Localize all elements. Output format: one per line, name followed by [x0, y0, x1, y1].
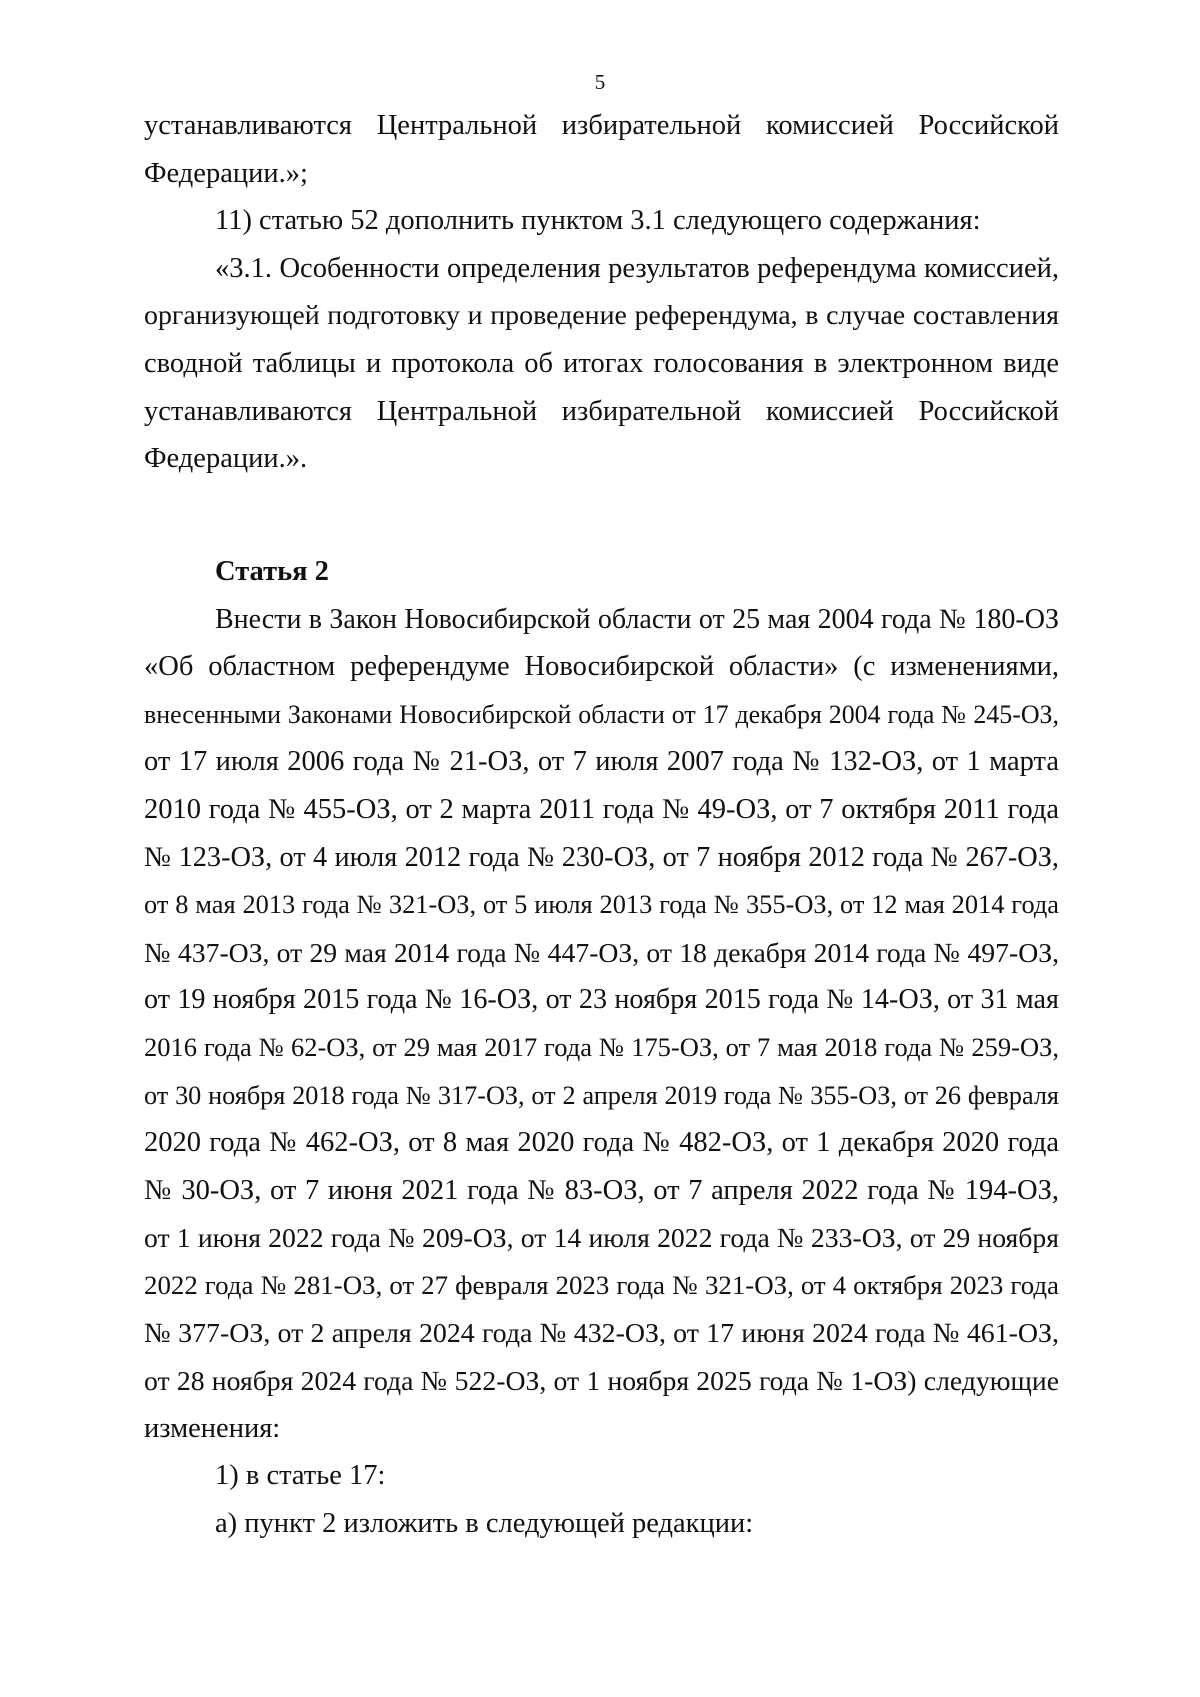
text-block-top: [144, 102, 1059, 483]
text-block-article-2: [144, 548, 1059, 1547]
text-line: от 17 июля 2006 года № 21-ОЗ, от 7 июля 2007 года № 132-ОЗ, от 1 марта: [144, 746, 1059, 778]
text-line: от 8 мая 2013 года № 321-ОЗ, от 5 июля 2013 года № 355-ОЗ, от 12 мая 2014 года: [144, 889, 1059, 920]
article-heading: Статья 2: [215, 556, 329, 587]
text-line: 2020 года № 462-ОЗ, от 8 мая 2020 года № 482-ОЗ, от 1 декабря 2020 года: [144, 1127, 1059, 1159]
text-line: 11) статью 52 дополнить пунктом 3.1 следующего содержания:: [215, 205, 981, 237]
text-line: 2022 года № 281-ОЗ, от 27 февраля 2023 года № 321-ОЗ, от 4 октября 2023 года: [144, 1269, 1059, 1300]
text-line: от 1 июня 2022 года № 209-ОЗ, от 14 июля 2022 года № 233-ОЗ, от 29 ноября: [144, 1222, 1059, 1254]
text-line: от 19 ноября 2015 года № 16-ОЗ, от 23 ноября 2015 года № 14-ОЗ, от 31 мая: [144, 984, 1059, 1016]
text-line: «Об областном референдуме Новосибирской области» (с изменениями,: [144, 651, 1059, 683]
text-line: № 437-ОЗ, от 29 мая 2014 года № 447-ОЗ, от 18 декабря 2014 года № 497-ОЗ,: [144, 936, 1059, 968]
text-line: от 30 ноября 2018 года № 317-ОЗ, от 2 апреля 2019 года № 355-ОЗ, от 26 февраля: [144, 1080, 1059, 1110]
page-number: 5: [594, 70, 606, 94]
text-line: Федерации.»;: [144, 157, 308, 189]
text-line: устанавливаются Центральной избирательной комиссией Российской: [144, 110, 1059, 141]
text-line: 1) в статье 17:: [215, 1460, 386, 1492]
text-line: 2010 года № 455-ОЗ, от 2 марта 2011 года № 49-ОЗ, от 7 октября 2011 года: [144, 793, 1059, 825]
text-line: № 123-ОЗ, от 4 июля 2012 года № 230-ОЗ, от 7 ноября 2012 года № 267-ОЗ,: [144, 841, 1059, 873]
text-line: «3.1. Особенности определения результатов референдума комиссией,: [215, 252, 1059, 284]
text-line: № 377-ОЗ, от 2 апреля 2024 года № 432-ОЗ, от 17 июня 2024 года № 461-ОЗ,: [144, 1317, 1059, 1349]
text-line: сводной таблицы и протокола об итогах голосования в электронном виде: [144, 347, 1059, 379]
text-line: а) пункт 2 изложить в следующей редакции:: [215, 1507, 754, 1539]
text-line: Федерации.».: [144, 443, 308, 475]
text-line: внесенными Законами Новосибирской области от 17 декабря 2004 года № 245-ОЗ,: [144, 699, 1059, 729]
text-line: изменения:: [144, 1412, 281, 1444]
text-line: устанавливаются Центральной избирательной комиссией Российской: [144, 395, 1059, 427]
text-line: № 30-ОЗ, от 7 июня 2021 года № 83-ОЗ, от 7 апреля 2022 года № 194-ОЗ,: [144, 1174, 1059, 1206]
text-line: организующей подготовку и проведение референдума, в случае составления: [144, 300, 1059, 332]
text-line: от 28 ноября 2024 года № 522-ОЗ, от 1 ноября 2025 года № 1-ОЗ) следующие: [144, 1365, 1059, 1397]
text-line: 2016 года № 62-ОЗ, от 29 мая 2017 года № 175-ОЗ, от 7 мая 2018 года № 259-ОЗ,: [144, 1031, 1059, 1062]
text-line: Внести в Закон Новосибирской области от 25 мая 2004 года № 180-ОЗ: [215, 603, 1059, 635]
